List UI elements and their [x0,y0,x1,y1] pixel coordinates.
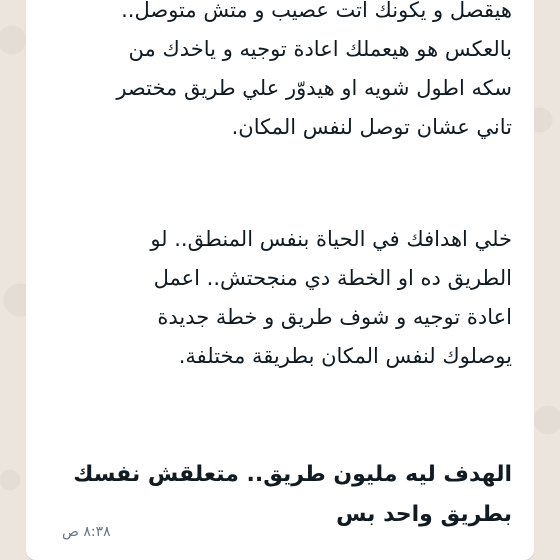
message-paragraph-2: خلي اهدافك في الحياة بنفس المنطق.. لو الطريق ده او الخطة دي منجحتش.. اعمل اعادة توجيه و شوف طريق و خطة جديدة يوصلوك لنفس المكان بطريقة مختلفة. [150,227,512,368]
message-text [48,0,512,560]
message-bold-paragraph: الهدف ليه مليون طريق.. متعلقش نفسك بطريق واحد بس [73,462,512,527]
message-paragraph-1: هيقصل و يكونك اتت عصيب و متش متوصل.. بالعكس هو هيعملك اعادة توجيه و ياخدك من سكه اطول شويه او هيدوّر علي طريق مختصر تاني عشان توصل لنفس المكان. [116,0,512,139]
message-timestamp: ٨:٣٨ ص [62,524,111,540]
message-bubble[interactable] [26,0,534,560]
